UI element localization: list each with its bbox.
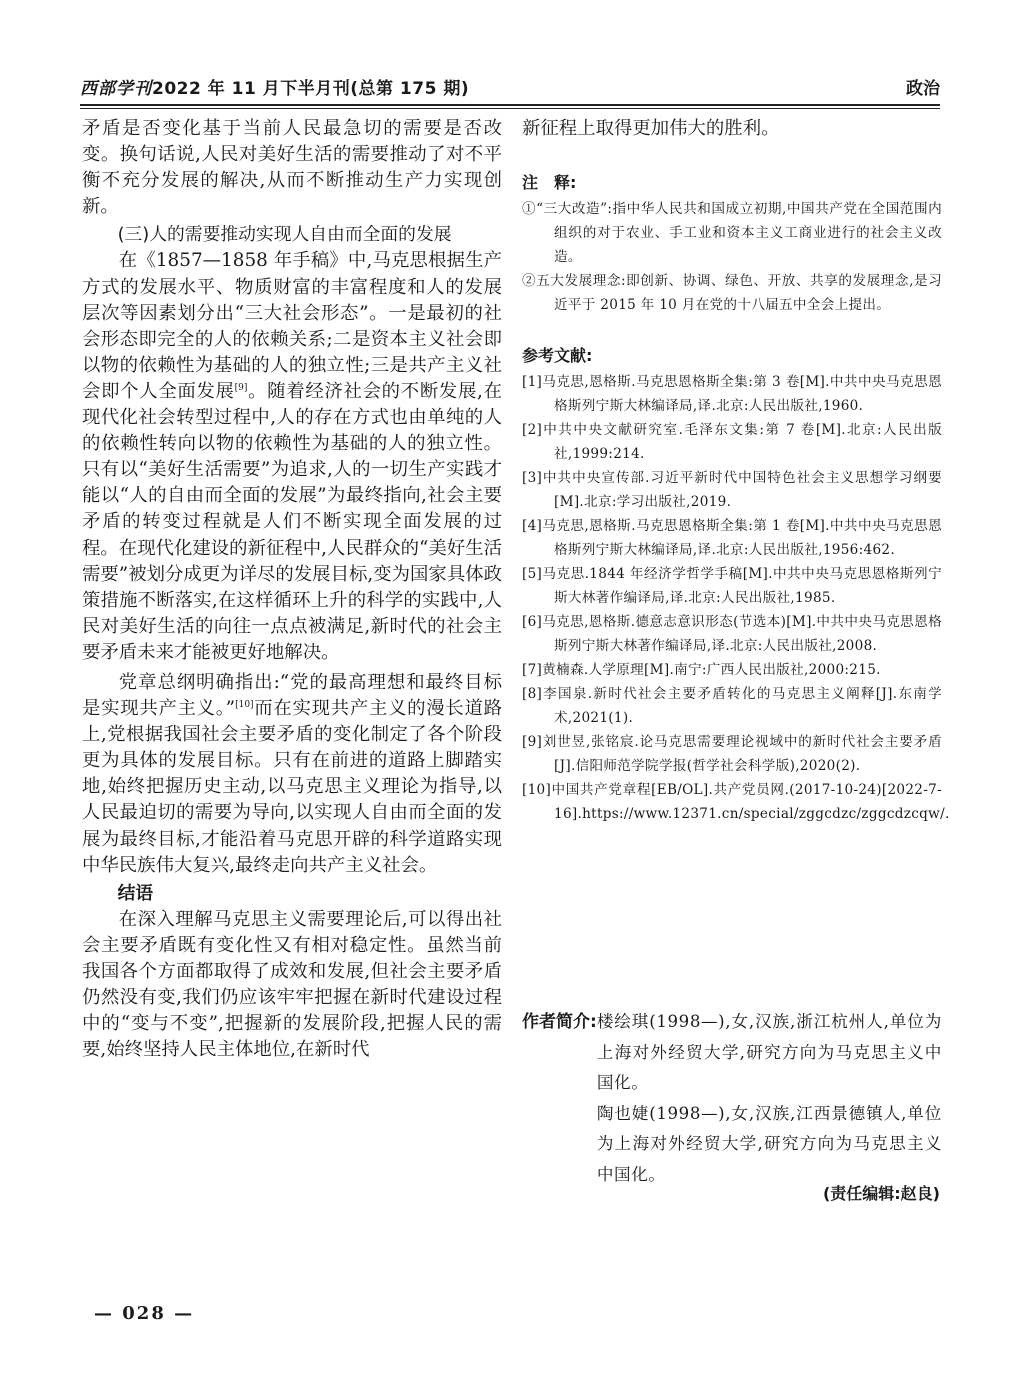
author-label: 作者简介: xyxy=(522,1012,597,1032)
notes-title: 注 释: xyxy=(522,173,577,193)
paragraph: 在深入理解马克思主义需要理论后,可以得出社会主要矛盾既有变化性又有相对稳定性。虽然当前我国各个方面都取得了成效和发展,但社会主要矛盾仍然没有变,我们仍应该牢牢把握在新时代建设过程中的“变与不变”,把握新的发展阶段,把握人民的需要,始终坚持人民主体地位,在新时代 xyxy=(82,908,502,1061)
paragraph-text: 而在实现共产主义的漫长道路上,党根据我国社会主要矛盾的变化制定了各个阶段更为具体的发展目标。只有在前进的道路上脚踏实地,始终把握历史主动,以马克思主义理论为指导,以人民最迫切的需要为导向,以实现人自由而全面的发展为最终目标,才能沿着马克思开辟的科学道路实现中华民族伟大复兴,最终走向共产主义社会。 xyxy=(82,698,502,876)
conclusion-heading: 结语 xyxy=(117,882,154,904)
paragraph xyxy=(82,670,502,879)
reference-item: [2]中共中央文献研究室.毛泽东文集:第 7 卷[M].北京:人民出版社,1999:214. xyxy=(522,422,942,463)
references-title: 参考文献: xyxy=(522,346,593,366)
paragraph-continued: 新征程上取得更加伟大的胜利。 xyxy=(522,118,780,139)
reference-item: [3]中共中央宣传部.习近平新时代中国特色社会主义思想学习纲要[M].北京:学习出版社,2019. xyxy=(522,470,942,511)
reference-item: [8]李国泉.新时代社会主要矛盾转化的马克思主义阐释[J].东南学术,2021(1). xyxy=(522,686,942,727)
citation-mark: [9] xyxy=(234,382,248,393)
reference-item: [4]马克思,恩格斯.马克思恩格斯全集:第 1 卷[M].中共中央马克思恩格斯列宁斯大林编译局,译.北京:人民出版社,1956:462. xyxy=(522,518,942,559)
header-rule-thick xyxy=(80,104,940,106)
page-number: — 028 — xyxy=(94,1303,195,1324)
reference-item: [10]中国共产党章程[EB/OL].共产党员网.(2017-10-24)[2022-7-16].https://www.12371.cn/special/zggcdzc/zggcdzcqw/. xyxy=(522,782,950,823)
note-item: ①“三大改造”:指中华人民共和国成立初期,中国共产党在全国范围内组织的对于农业、手工业和资本主义工商业进行的社会主义改造。 xyxy=(522,201,942,266)
header-rule-thin xyxy=(80,108,940,109)
right-column xyxy=(522,116,950,826)
section-name: 政治 xyxy=(906,79,940,99)
author-bio xyxy=(522,1007,942,1190)
reference-item: [9]刘世昱,张铭宸.论马克思需要理论视域中的新时代社会主要矛盾[J].信阳师范学院学报(哲学社会科学版),2020(2). xyxy=(522,734,942,775)
author-entries xyxy=(597,1007,942,1190)
paragraph-text: 在《1857—1858 年手稿》中,马克思根据生产方式的发展水平、物质财富的丰富程度和人的发展层次等因素划分出“三大社会形态”。一是最初的社会形态即完全的人的依赖关系;二是资本主义社会即以物的依赖性为基础的人的独立性;三是共产主义社会即个人全面发展 xyxy=(82,250,502,402)
references-list xyxy=(522,370,950,826)
paragraph-text: 党章总纲明确指出:“党的最高理想和最终目标是实现共产主义。” xyxy=(82,671,502,720)
paragraph xyxy=(82,248,502,666)
responsible-editor: (责任编辑:赵良) xyxy=(822,1184,940,1203)
left-column xyxy=(82,116,502,1063)
journal-logo: 西部学刊 xyxy=(80,79,152,99)
author-block xyxy=(522,1007,942,1190)
journal-issue xyxy=(80,74,469,99)
issue-info: 2022 年 11 月下半月刊(总第 175 期) xyxy=(152,79,470,99)
paragraph-text: 。随着经济社会的不断发展,在现代化社会转型过程中,人的存在方式也由单纯的人的依赖性转向以物的依赖性为基础的人的独立性。只有以“美好生活需要”为追求,人的一切生产实践才能以“人的自由而全面的发展”为最终指向,社会主要矛盾的转变过程就是人们不断实现全面发展的过程。在现代化建设的新征程中,人民群众的“美好生活需要”被划分成更为详尽的发展目标,变为国家具体政策措施不断落实,在这样循环上升的科学的实践中,人民对美好生活的向往一点点被满足,新时代的社会主要矛盾未来才能被更好地解决。 xyxy=(82,380,502,663)
citation-mark: [10] xyxy=(235,699,254,710)
subsection-heading: (三)人的需要推动实现人自由而全面的发展 xyxy=(117,224,452,246)
reference-item: [1]马克思,恩格斯.马克思恩格斯全集:第 3 卷[M].中共中央马克思恩格斯列宁斯大林编译局,译.北京:人民出版社,1960. xyxy=(522,374,942,415)
reference-item: [5]马克思.1844 年经济学哲学手稿[M].中共中央马克思恩格斯列宁斯大林著作编译局,译.北京:人民出版社,1985. xyxy=(522,566,942,607)
author-entry: 陶也婕(1998—),女,汉族,江西景德镇人,单位为上海对外经贸大学,研究方向为马克思主义中国化。 xyxy=(596,1103,942,1184)
note-item: ②五大发展理念:即创新、协调、绿色、开放、共享的发展理念,是习近平于 2015 年 10 月在党的十八届五中全会上提出。 xyxy=(522,273,942,314)
reference-item: [6]马克思,恩格斯.德意志意识形态(节选本)[M].中共中央马克思恩格斯列宁斯大林著作编译局,译.北京:人民出版社,2008. xyxy=(522,614,942,655)
paragraph-continued: 矛盾是否变化基于当前人民最急切的需要是否改变。换句话说,人民对美好生活的需要推动了对不平衡不充分发展的解决,从而不断推动生产力实现创新。 xyxy=(82,118,502,218)
author-entry: 楼绘琪(1998—),女,汉族,浙江杭州人,单位为上海对外经贸大学,研究方向为马克思主义中国化。 xyxy=(596,1012,942,1092)
reference-item: [7]黄楠森.人学原理[M].南宁:广西人民出版社,2000:215. xyxy=(522,662,881,679)
notes-list xyxy=(522,197,942,317)
running-header xyxy=(80,74,940,100)
